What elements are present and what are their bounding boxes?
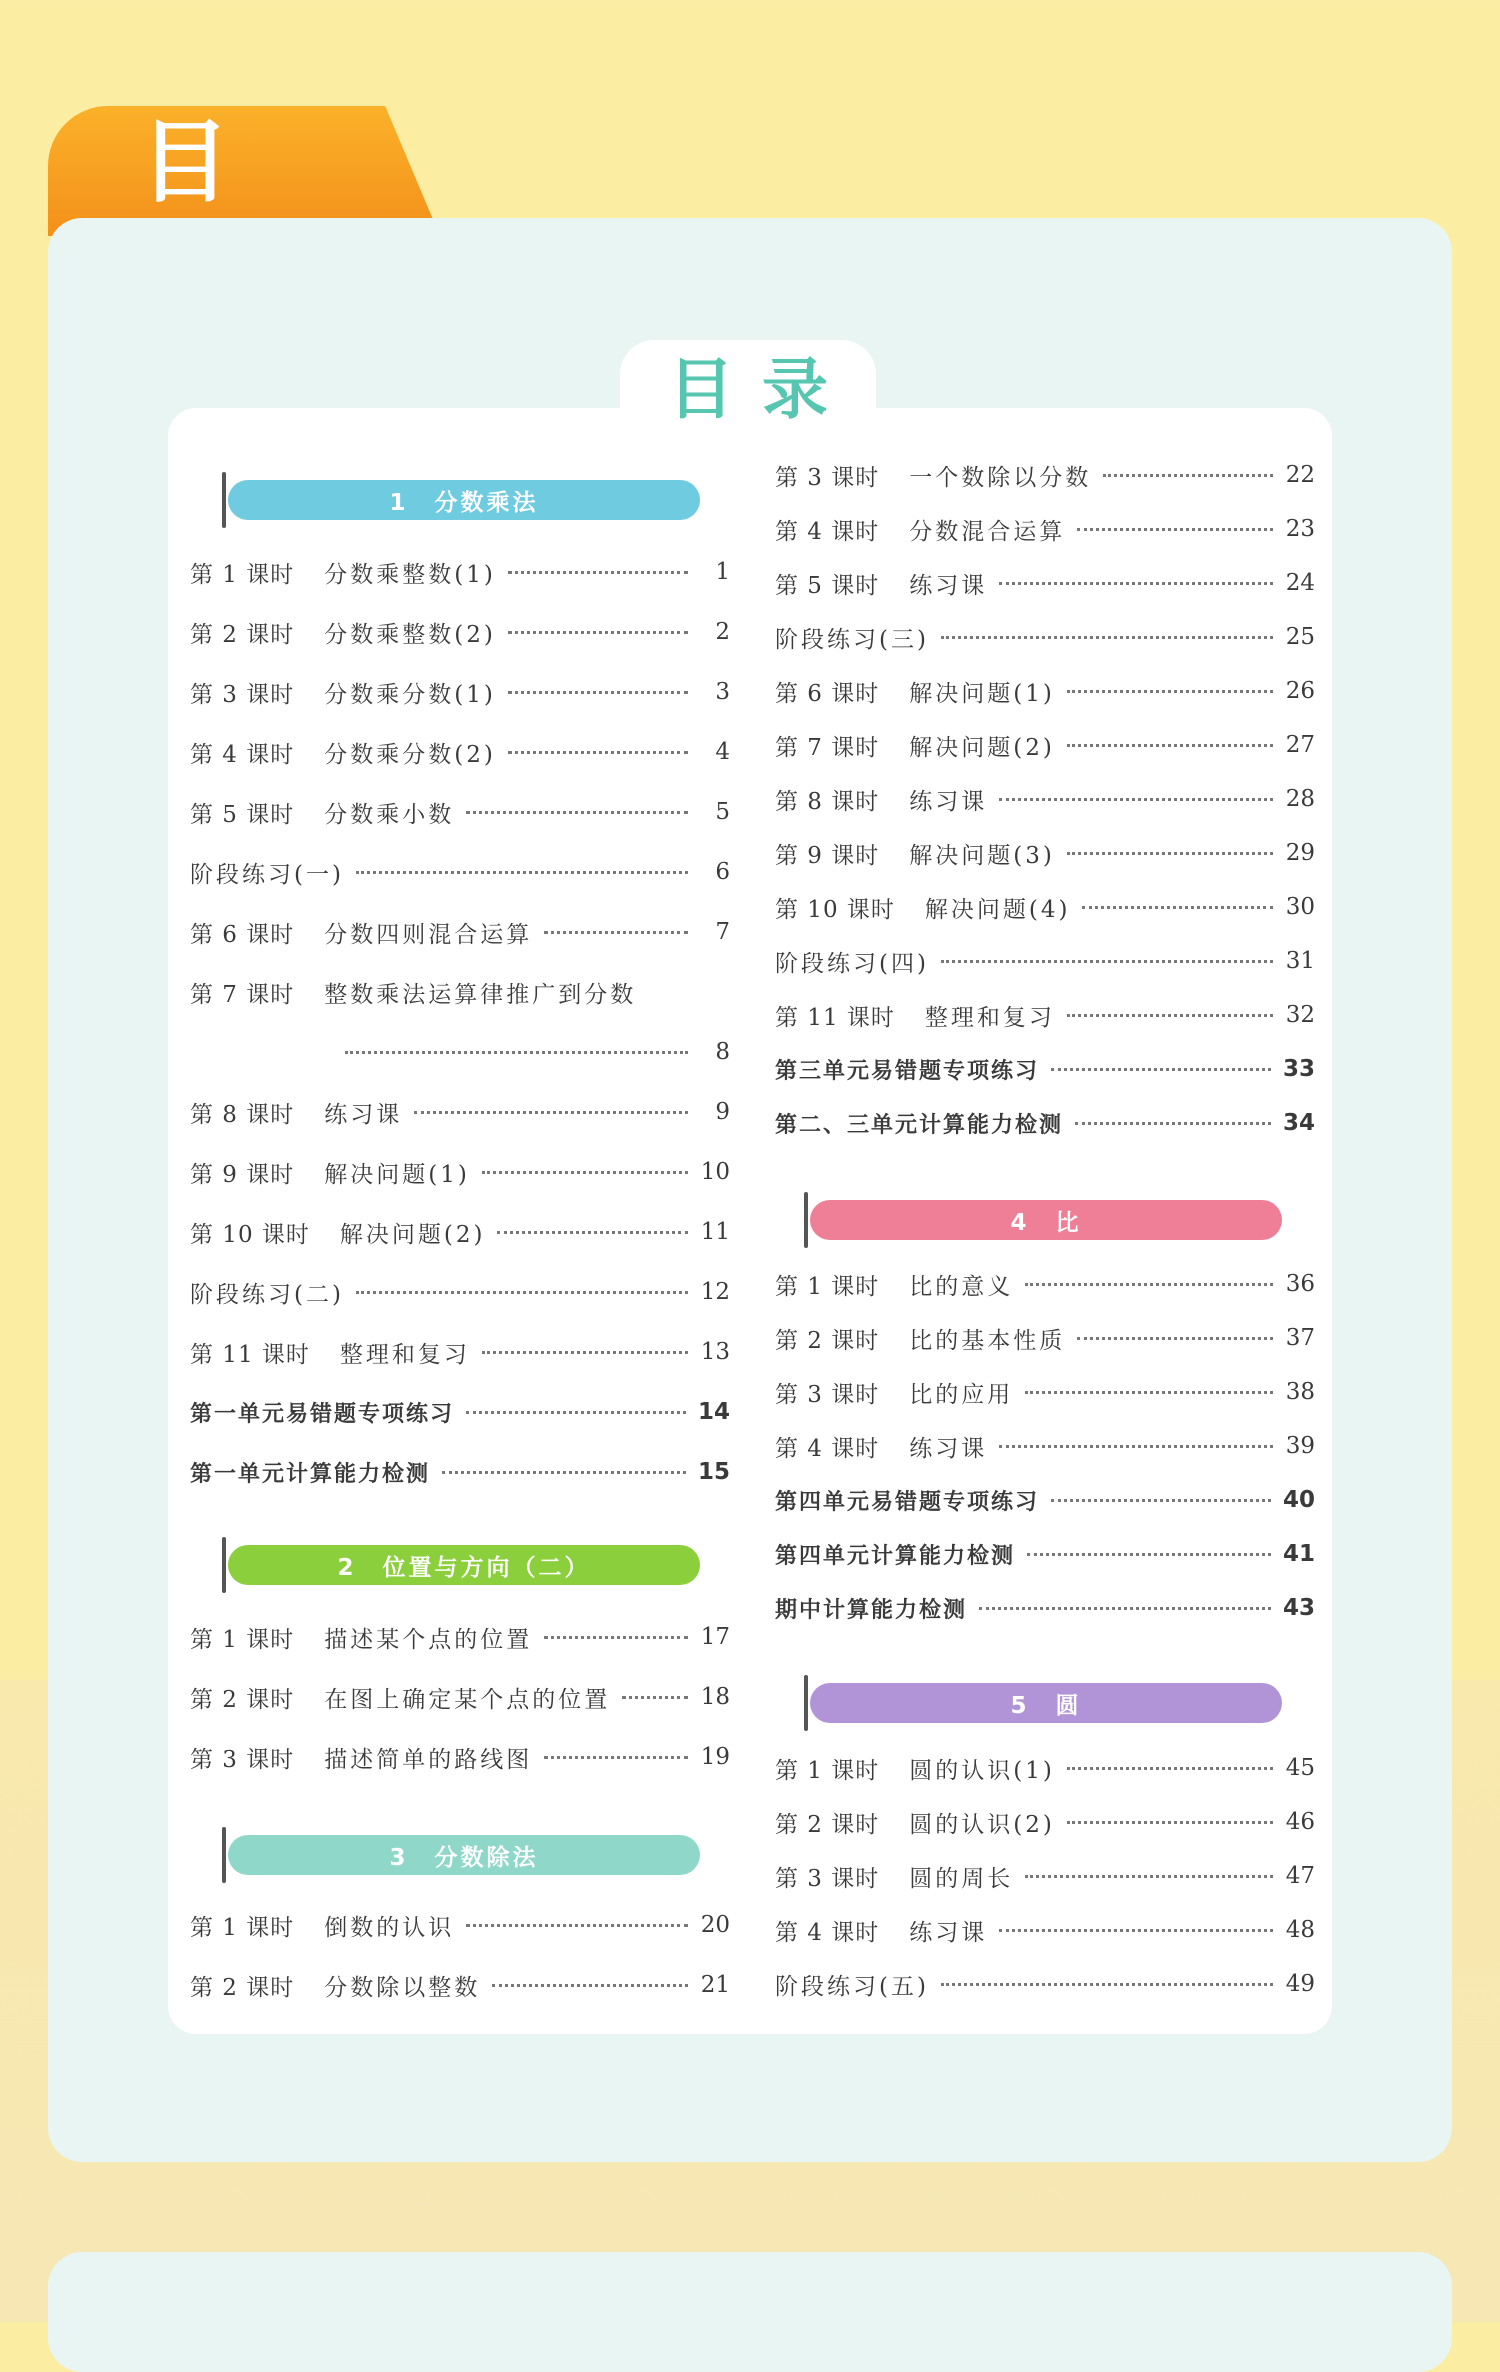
page-number: 24: [1285, 570, 1315, 596]
toc-entry: [190, 1272, 730, 1312]
lesson-number: 第 1 课时: [190, 561, 295, 588]
page-number: 30: [1285, 894, 1315, 920]
page-number: 1: [715, 559, 730, 585]
leader-dots: [508, 691, 688, 694]
lesson-topic: 第一单元计算能力检测: [190, 1461, 431, 1487]
page-number: 39: [1285, 1433, 1315, 1459]
lesson-topic: 练习课: [909, 572, 988, 599]
leader-dots: [999, 582, 1273, 585]
toc-entry: [775, 725, 1315, 765]
leader-dots: [1082, 906, 1273, 909]
lesson-number: 第 4 课时: [775, 518, 880, 545]
toc-entry: [190, 1677, 730, 1717]
toc-entry: [775, 1856, 1315, 1896]
lesson-topic: 解决问题(1): [909, 680, 1055, 707]
next-panel: [48, 2252, 1452, 2372]
lesson-topic: 分数乘整数(1): [324, 561, 496, 588]
leader-dots: [466, 811, 688, 814]
unit-1-label: 1 分数乘法: [389, 489, 539, 516]
toc-entry: [190, 852, 730, 892]
page-number: 37: [1285, 1325, 1315, 1351]
toc-entry: [775, 1910, 1315, 1950]
leader-dots: [356, 871, 688, 874]
toc-entry: [775, 1748, 1315, 1788]
lesson-number: 第 3 课时: [775, 1865, 880, 1892]
page-number: 19: [700, 1744, 730, 1770]
leader-dots: [999, 798, 1273, 801]
leader-dots: [1077, 528, 1273, 531]
lesson-topic: 整理和复习: [924, 1004, 1055, 1031]
leader-dots: [356, 1291, 688, 1294]
lesson-number: 第 10 课时: [190, 1221, 310, 1248]
leader-dots: [1051, 1499, 1271, 1502]
lesson-number: 第 2 课时: [190, 1686, 295, 1713]
lesson-topic: 第三单元易错题专项练习: [775, 1058, 1040, 1084]
unit-3-bar: [228, 1835, 700, 1875]
page-number: 11: [700, 1219, 730, 1245]
page-number: 21: [700, 1972, 730, 1998]
toc-entry: [190, 1032, 730, 1072]
page-number: 2: [715, 619, 730, 645]
leader-dots: [492, 1984, 688, 1987]
leader-dots: [414, 1111, 688, 1114]
toc-entry: [775, 617, 1315, 657]
toc-entry: [775, 1588, 1315, 1628]
toc-entry: [775, 1318, 1315, 1358]
page-number: 15: [697, 1459, 730, 1485]
lesson-number: 第 4 课时: [775, 1919, 880, 1946]
lesson-topic: 解决问题(2): [909, 734, 1055, 761]
lesson-topic: 圆的周长: [909, 1865, 1014, 1892]
lesson-number: 第 2 课时: [190, 1974, 295, 2001]
lesson-topic: 练习课: [324, 1101, 403, 1128]
toc-entry: [775, 1264, 1315, 1304]
lesson-number: 第 11 课时: [190, 1341, 310, 1368]
leader-dots: [1067, 852, 1273, 855]
lesson-topic: 第二、三单元计算能力检测: [775, 1112, 1064, 1138]
page-number: 20: [700, 1912, 730, 1938]
lesson-topic: 练习课: [909, 1435, 988, 1462]
toc-entry: [775, 779, 1315, 819]
leader-dots: [544, 931, 688, 934]
leader-dots: [1067, 1767, 1273, 1770]
page-number: 47: [1285, 1863, 1315, 1889]
leader-dots: [345, 1051, 688, 1054]
lesson-number: 第 7 课时: [775, 734, 880, 761]
inner-title: 目录: [668, 351, 856, 428]
unit-2-label: 2 位置与方向（二）: [337, 1554, 591, 1581]
page-number: 31: [1285, 948, 1315, 974]
toc-entry: [190, 1092, 730, 1132]
toc-entry: [775, 509, 1315, 549]
lesson-topic: 练习课: [909, 1919, 988, 1946]
lesson-number: 第 10 课时: [775, 896, 895, 923]
lesson-number: 第 4 课时: [775, 1435, 880, 1462]
page-number: 5: [715, 799, 730, 825]
lesson-number: 第 3 课时: [190, 1746, 295, 1773]
page-number: 25: [1285, 624, 1315, 650]
toc-entry: [190, 1965, 730, 2005]
page-number: 46: [1285, 1809, 1315, 1835]
toc-entry: [190, 1617, 730, 1657]
lesson-topic: 阶段练习(四): [775, 950, 929, 977]
leader-dots: [442, 1471, 686, 1474]
lesson-number: 第 11 课时: [775, 1004, 895, 1031]
page-number: 34: [1282, 1110, 1315, 1136]
lesson-number: 第 4 课时: [190, 741, 295, 768]
unit-3-label: 3 分数除法: [389, 1844, 539, 1871]
page-number: 38: [1285, 1379, 1315, 1405]
page-number: 32: [1285, 1002, 1315, 1028]
toc-entry: [190, 672, 730, 712]
page-number: 41: [1282, 1541, 1315, 1567]
unit-5-label: 5 圆: [1010, 1692, 1082, 1719]
toc-entry: [190, 1737, 730, 1777]
page-number: 12: [700, 1279, 730, 1305]
toc-entry: [190, 1905, 730, 1945]
toc-entry: [775, 995, 1315, 1035]
toc-entry: [775, 1534, 1315, 1574]
toc-entry: [190, 1152, 730, 1192]
lesson-number: 第 2 课时: [190, 621, 295, 648]
unit-5-bar: [810, 1683, 1282, 1723]
leader-dots: [1025, 1283, 1273, 1286]
leader-dots: [999, 1445, 1273, 1448]
toc-entry: [775, 1103, 1315, 1143]
toc-entry: [775, 1480, 1315, 1520]
leader-dots: [544, 1636, 688, 1639]
lesson-number: 第 9 课时: [190, 1161, 295, 1188]
lesson-topic: 整理和复习: [339, 1341, 470, 1368]
lesson-topic: 圆的认识(2): [909, 1811, 1055, 1838]
page-number: 22: [1285, 462, 1315, 488]
lesson-number: 第 3 课时: [775, 464, 880, 491]
page-number: 7: [715, 919, 730, 945]
toc-entry: [775, 1049, 1315, 1089]
leader-dots: [941, 960, 1273, 963]
lesson-topic: 分数乘小数: [324, 801, 455, 828]
lesson-topic: 比的应用: [909, 1381, 1014, 1408]
leader-dots: [1067, 1014, 1273, 1017]
toc-entry: [190, 1392, 730, 1432]
lesson-number: 第 2 课时: [775, 1327, 880, 1354]
page-number: 28: [1285, 786, 1315, 812]
page-number: 8: [715, 1039, 730, 1065]
leader-dots: [482, 1351, 688, 1354]
lesson-topic: 第四单元易错题专项练习: [775, 1489, 1040, 1515]
lesson-topic: 分数乘整数(2): [324, 621, 496, 648]
leader-dots: [508, 751, 688, 754]
page-number: 17: [700, 1624, 730, 1650]
lesson-number: 第 7 课时: [190, 981, 295, 1008]
unit-4-label: 4 比: [1010, 1209, 1082, 1236]
page-number: 14: [697, 1399, 730, 1425]
lesson-topic: 分数乘分数(1): [324, 681, 496, 708]
lesson-topic: 在图上确定某个点的位置: [324, 1686, 611, 1713]
leader-dots: [1067, 744, 1273, 747]
leader-dots: [482, 1171, 688, 1174]
leader-dots: [1075, 1122, 1271, 1125]
leader-dots: [622, 1696, 688, 1699]
lesson-number: 第 1 课时: [190, 1626, 295, 1653]
toc-entry: [190, 732, 730, 772]
lesson-number: 第 3 课时: [775, 1381, 880, 1408]
leader-dots: [1103, 474, 1273, 477]
page-number: 48: [1285, 1917, 1315, 1943]
leader-dots: [1067, 690, 1273, 693]
toc-entry: [190, 972, 730, 1012]
page-number: 13: [700, 1339, 730, 1365]
leader-dots: [1077, 1337, 1273, 1340]
leader-dots: [999, 1929, 1273, 1932]
lesson-topic: 阶段练习(二): [190, 1281, 344, 1308]
lesson-number: 第 6 课时: [190, 921, 295, 948]
lesson-topic: 期中计算能力检测: [775, 1597, 968, 1623]
lesson-topic: 解决问题(1): [324, 1161, 470, 1188]
page-number: 10: [700, 1159, 730, 1185]
lesson-number: 第 9 课时: [775, 842, 880, 869]
toc-entry: [775, 1372, 1315, 1412]
toc-entry: [190, 1212, 730, 1252]
page-number: 29: [1285, 840, 1315, 866]
page-number: 40: [1282, 1487, 1315, 1513]
lesson-topic: 一个数除以分数: [909, 464, 1092, 491]
lesson-topic: 整数乘法运算律推广到分数: [324, 981, 637, 1008]
leader-dots: [497, 1231, 688, 1234]
lesson-number: 第 2 课时: [775, 1811, 880, 1838]
lesson-topic: 阶段练习(五): [775, 1973, 929, 2000]
unit-4-bar: [810, 1200, 1282, 1240]
page-number: 45: [1285, 1755, 1315, 1781]
lesson-topic: 解决问题(4): [924, 896, 1071, 923]
toc-entry: [190, 792, 730, 832]
lesson-topic: 描述某个点的位置: [324, 1626, 533, 1653]
page-number: 6: [715, 859, 730, 885]
lesson-topic: 分数除以整数: [324, 1974, 481, 2001]
toc-entry: [190, 912, 730, 952]
page-number: 9: [715, 1099, 730, 1125]
lesson-topic: 解决问题(2): [339, 1221, 486, 1248]
lesson-number: 第 1 课时: [775, 1273, 880, 1300]
lesson-topic: 分数四则混合运算: [324, 921, 533, 948]
toc-entry: [775, 1426, 1315, 1466]
page-number: 4: [715, 739, 730, 765]
leader-dots: [1025, 1391, 1273, 1394]
leader-dots: [979, 1607, 1271, 1610]
lesson-number: 第 5 课时: [775, 572, 880, 599]
toc-entry: [775, 563, 1315, 603]
page-number: 23: [1285, 516, 1315, 542]
lesson-topic: 练习课: [909, 788, 988, 815]
lesson-topic: 比的基本性质: [909, 1327, 1066, 1354]
toc-entry: [190, 552, 730, 592]
leader-dots: [1067, 1821, 1273, 1824]
lesson-topic: 比的意义: [909, 1273, 1014, 1300]
lesson-number: 第 8 课时: [775, 788, 880, 815]
lesson-topic: 解决问题(3): [909, 842, 1055, 869]
toc-entry: [775, 833, 1315, 873]
lesson-topic: 倒数的认识: [324, 1914, 455, 1941]
toc-entry: [775, 671, 1315, 711]
page-number: 49: [1285, 1971, 1315, 1997]
lesson-number: 第 8 课时: [190, 1101, 295, 1128]
page-number: 36: [1285, 1271, 1315, 1297]
page-number: 26: [1285, 678, 1315, 704]
lesson-topic: 阶段练习(三): [775, 626, 929, 653]
page-number: 18: [700, 1684, 730, 1710]
leader-dots: [1025, 1875, 1273, 1878]
lesson-number: 第 6 课时: [775, 680, 880, 707]
lesson-topic: 分数混合运算: [909, 518, 1066, 545]
toc-entry: [775, 455, 1315, 495]
toc-entry: [775, 1802, 1315, 1842]
leader-dots: [508, 631, 688, 634]
lesson-number: 第 3 课时: [190, 681, 295, 708]
lesson-topic: 圆的认识(1): [909, 1757, 1055, 1784]
toc-entry: [775, 887, 1315, 927]
lesson-topic: 第四单元计算能力检测: [775, 1543, 1016, 1569]
toc-entry: [190, 1452, 730, 1492]
leader-dots: [941, 636, 1273, 639]
page-number: 27: [1285, 732, 1315, 758]
leader-dots: [1027, 1553, 1271, 1556]
page-number: 3: [715, 679, 730, 705]
toc-entry: [775, 1964, 1315, 2004]
lesson-number: 第 5 课时: [190, 801, 295, 828]
lesson-topic: 分数乘分数(2): [324, 741, 496, 768]
toc-entry: [190, 612, 730, 652]
lesson-topic: 阶段练习(一): [190, 861, 344, 888]
leader-dots: [466, 1924, 688, 1927]
page-title: 目: [140, 110, 274, 215]
lesson-number: 第 1 课时: [775, 1757, 880, 1784]
page-number: 33: [1282, 1056, 1315, 1082]
leader-dots: [941, 1983, 1273, 1986]
toc-entry: [190, 1332, 730, 1372]
leader-dots: [544, 1756, 688, 1759]
lesson-topic: 描述简单的路线图: [324, 1746, 533, 1773]
page-number: 43: [1282, 1595, 1315, 1621]
lesson-topic: 第一单元易错题专项练习: [190, 1401, 455, 1427]
lesson-number: 第 1 课时: [190, 1914, 295, 1941]
unit-2-bar: [228, 1545, 700, 1585]
leader-dots: [466, 1411, 686, 1414]
toc-entry: [775, 941, 1315, 981]
leader-dots: [508, 571, 688, 574]
leader-dots: [1051, 1068, 1271, 1071]
unit-1-bar: [228, 480, 700, 520]
